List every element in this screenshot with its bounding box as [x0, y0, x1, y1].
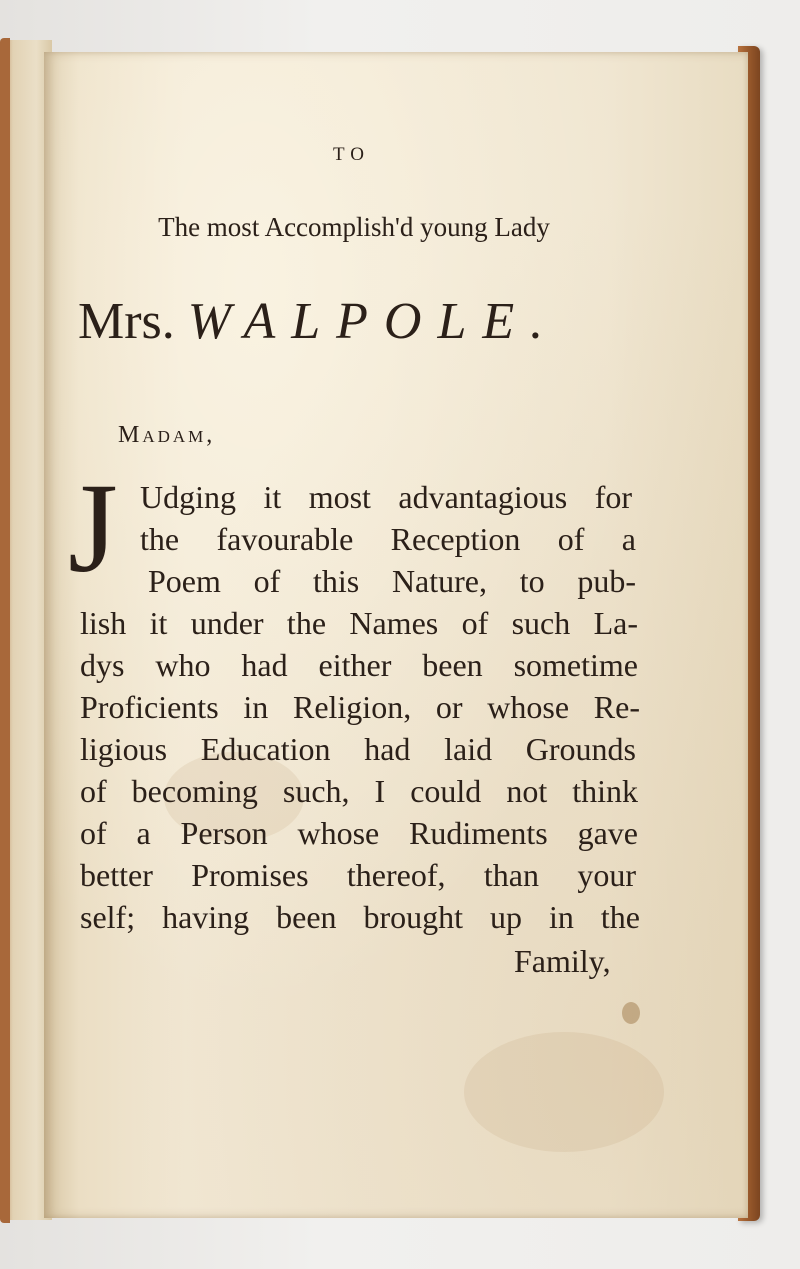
name-prefix: Mrs. — [78, 293, 175, 350]
body-line: dys who had either been sometime — [80, 647, 638, 683]
page-text — [44, 52, 748, 1218]
body-line: Poem of this Nature, to pub- — [148, 563, 636, 599]
heading-to: TO — [333, 144, 370, 165]
body-line: ligious Education had laid Grounds — [80, 731, 636, 767]
name-surname: WALPOLE. — [187, 293, 560, 350]
body-line: better Promises thereof, than your — [80, 857, 636, 893]
body-line: Udging it most advantagious for — [140, 479, 632, 515]
drop-cap: J — [68, 457, 118, 599]
salutation: Madam, — [118, 422, 216, 448]
ink-stain — [622, 1002, 640, 1024]
dedication-line: The most Accomplish'd young Lady — [158, 212, 550, 242]
body-line: lish it under the Names of such La- — [80, 605, 638, 641]
dedicatee-name — [78, 292, 638, 351]
catchword: Family, — [514, 943, 611, 979]
book-page — [44, 52, 748, 1218]
body-line: of becoming such, I could not think — [80, 773, 638, 809]
body-line: the favourable Reception of a — [140, 521, 636, 557]
body-line: Proficients in Religion, or whose Re- — [80, 689, 640, 725]
left-cover-edge — [0, 38, 10, 1223]
body-line: of a Person whose Rudiments gave — [80, 815, 638, 851]
body-line: self; having been brought up in the — [80, 899, 640, 935]
